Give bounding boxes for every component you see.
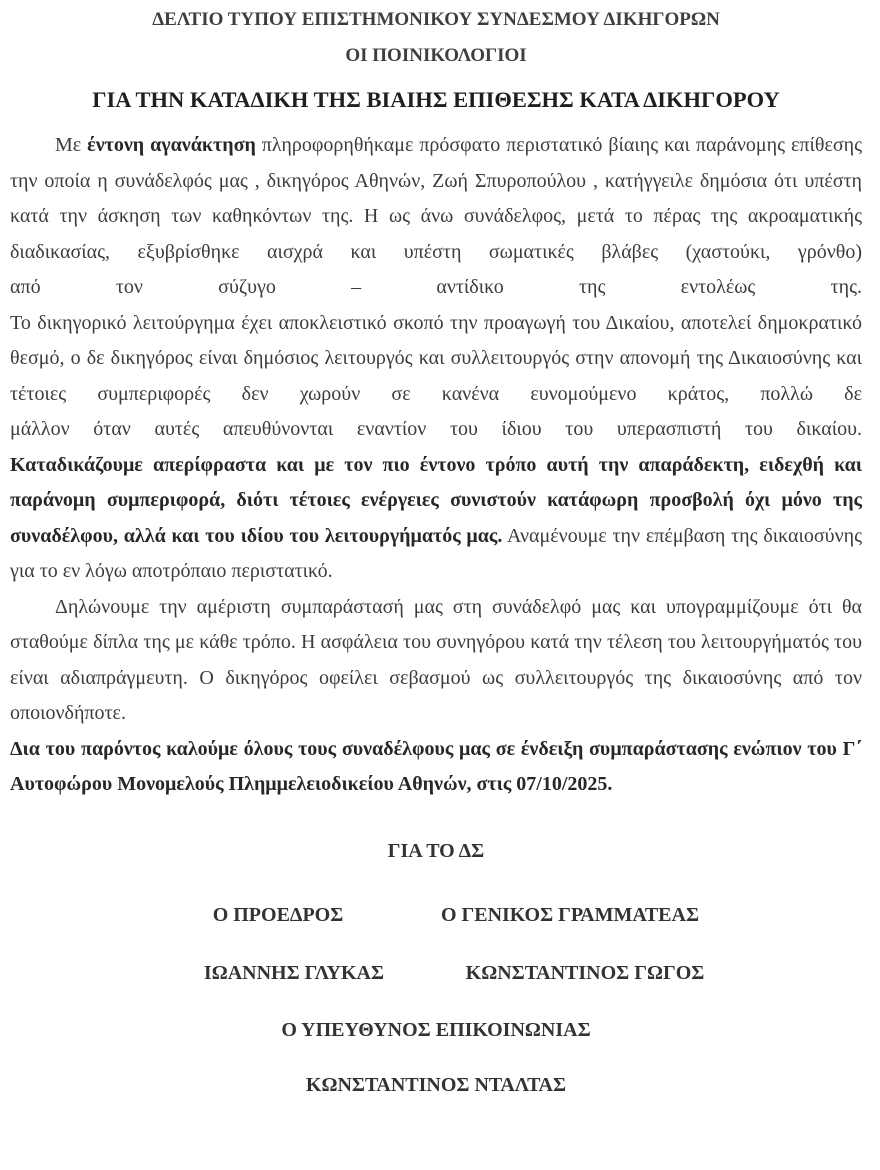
paragraph-call-to-action: Δια του παρόντος καλούμε όλους τους συναδέλφους μας σε ένδειξη συμπαράστασης ενώπιον του Γ΄ Αυτοφώρου Μονομελούς Πλημμελειοδικείου Αθηνών, στις 07/10/2025. <box>10 737 862 795</box>
signature-titles-row <box>10 897 862 933</box>
document-title: ΓΙΑ ΤΗΝ ΚΑΤΑΔΙΚΗ ΤΗΣ ΒΙΑΙΗΣ ΕΠΙΘΕΣΗΣ ΚΑΤΑ ΔΙΚΗΓΟΡΟΥ <box>92 87 780 112</box>
paragraph-lawyer-role-forced-line: μάλλον όταν αυτές απευθύνονται εναντίον του ίδιου του υπερασπιστή του δικαίου. <box>10 418 862 440</box>
president-title: Ο ΠΡΟΕΔΡΟΣ <box>212 903 344 926</box>
secretary-title: Ο ΓΕΝΙΚΟΣ ΓΡΑΜΜΑΤΕΑΣ <box>440 903 700 926</box>
secretary-name: ΚΩΝΣΤΑΝΤΙΝΟΣ ΓΩΓΟΣ <box>465 961 705 984</box>
paragraph-lawyer-role: Το δικηγορικό λειτούργημα έχει αποκλειστικό σκοπό την προαγωγή του Δικαίου, αποτελεί δημοκρατικό θεσμό, ο δε δικηγόρος είναι δημόσιος λειτουργός και συλλειτουργός στην απονομή της Δικαιοσύνης και τέτοιες συμπεριφορές δεν χωρούν σε κανένα ευνομούμενο κράτος, πολλώ δε <box>10 311 862 405</box>
paragraph-support: Δηλώνουμε την αμέριστη συμπαράστασή μας στη συνάδελφό μας και υπογραμμίζουμε ότι θα σταθούμε δίπλα της με κάθε τρόπο. Η ασφάλεια του συνηγόρου κατά την τέλεση του λειτουργήματός του είναι αδιαπράγμευτη. Ο δικηγόρος οφείλει σεβασμού ως συλλειτουργός της δικαιοσύνης από τον οποιονδήποτε. <box>10 595 862 724</box>
association-name: ΟΙ ΠΟΙΝΙΚΟΛΟΓΙΟΙ <box>345 45 527 66</box>
paragraph-intro-forced-line: από τον σύζυγο – αντίδικο της εντολέως της. <box>10 276 862 298</box>
for-the-board-label: ΓΙΑ ΤΟ ΔΣ <box>387 839 485 862</box>
paragraph-intro: Με έντονη αγανάκτηση πληροφορηθήκαμε πρόσφατο περιστατικό βίαιης και παράνομης επίθεσης την οποία η συνάδελφός μας , δικηγόρος Αθηνών, Ζωή Σπυροπούλου , κατήγγειλε δημόσια ότι υπέστη κατά την άσκηση των καθηκόντων της. Η ως άνω συνάδελφος, μετά το πέρας της ακροαματικής διαδικασίας, εξυβρίσθηκε αισχρά και υπέστη σωματικές βλάβες (χαστούκι, γρόνθο) <box>10 134 863 263</box>
communications-officer-title: Ο ΥΠΕΥΘΥΝΟΣ ΕΠΙΚΟΙΝΩΝΙΑΣ <box>281 1018 591 1041</box>
signature-names-row <box>10 955 862 991</box>
paragraph-condemnation: Καταδικάζουμε απερίφραστα και με τον πιο έντονο τρόπο αυτή την απαράδεκτη, ειδεχθή και παράνομη συμπεριφορά, διότι τέτοιες ενέργειες συνιστούν κατάφωρη προσβολή όχι μόνο της συναδέλφου, αλλά και του ιδίου του λειτουργήματός μας. Αναμένουμε την επέμβαση της δικαιοσύνης για το εν λόγω αποτρόπαιο περιστατικό. <box>10 453 863 582</box>
communications-officer-name: ΚΩΝΣΤΑΝΤΙΝΟΣ ΝΤΑΛΤΑΣ <box>305 1073 567 1096</box>
president-name: ΙΩΑΝΝΗΣ ΓΛΥΚΑΣ <box>203 961 385 984</box>
press-release-heading: ΔΕΛΤΙΟ ΤΥΠΟΥ ΕΠΙΣΤΗΜΟΝΙΚΟΥ ΣΥΝΔΕΣΜΟΥ ΔΙΚΗΓΟΡΩΝ <box>152 9 720 30</box>
